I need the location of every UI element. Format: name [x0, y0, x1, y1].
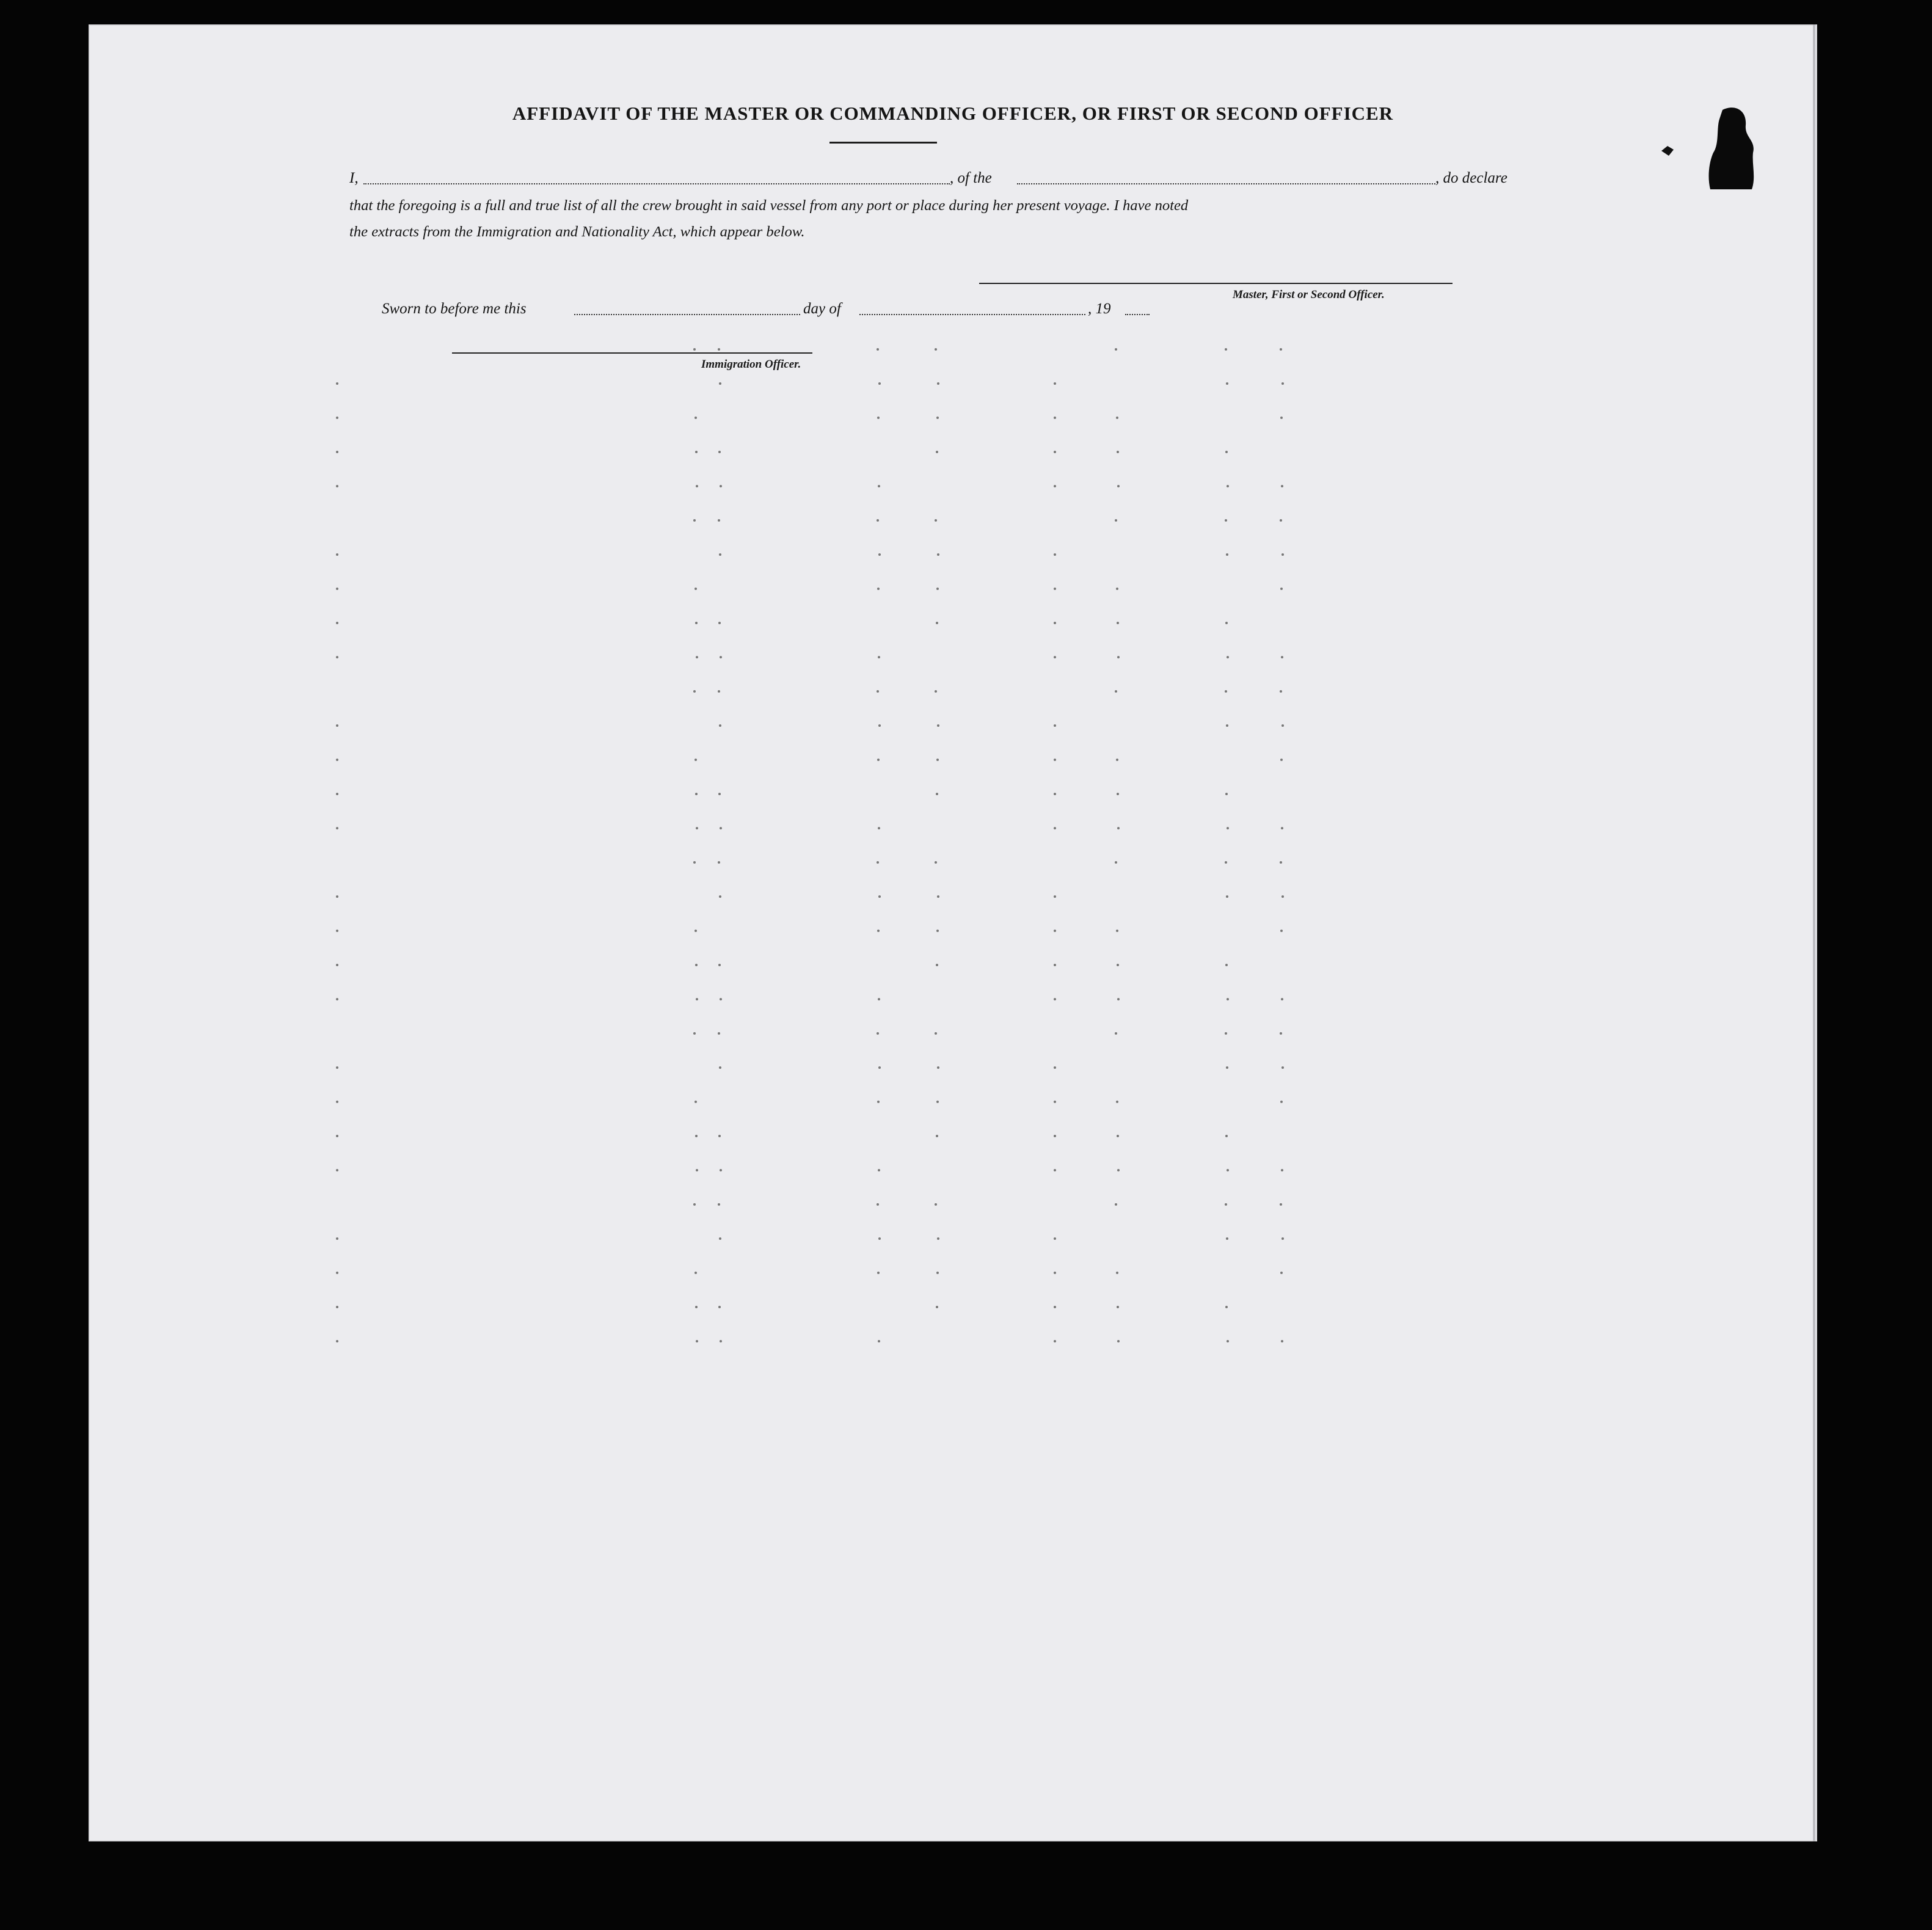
bleed-dot: [695, 964, 698, 966]
bleed-dot: [1115, 348, 1117, 351]
bleed-dot: [1281, 1340, 1283, 1342]
declaration-text-line-2: that the foregoing is a full and true list of all the crew brought in said vessel from any port or place during her present voyage. I have noted: [349, 197, 1189, 214]
bleed-dot: [878, 724, 881, 727]
bleed-dot: [719, 382, 721, 385]
bleed-dot: [694, 417, 697, 419]
bleed-dot: [1054, 553, 1056, 556]
bleed-dot: [1281, 724, 1284, 727]
bleed-dot: [936, 417, 939, 419]
bleed-dot: [1225, 451, 1228, 453]
affidavit-heading: AFFIDAVIT OF THE MASTER OR COMMANDING OFFICER, OR FIRST OR SECOND OFFICER: [512, 103, 1394, 124]
bleed-dot: [693, 1032, 696, 1035]
bleed-dot: [877, 1272, 880, 1274]
bleed-dot: [1054, 964, 1056, 966]
bleed-dot: [1054, 1237, 1056, 1240]
bleed-dot: [1225, 519, 1227, 522]
bleed-dot: [1281, 382, 1284, 385]
bleed-dot: [877, 861, 879, 864]
bleed-dot: [718, 964, 721, 966]
bleed-dot: [694, 930, 697, 932]
bleed-dot: [1281, 553, 1284, 556]
bleed-dot: [1225, 1135, 1228, 1137]
bleed-dot: [693, 348, 696, 351]
bleed-dot: [336, 793, 338, 795]
bleed-dot: [336, 895, 338, 898]
bleed-dot: [1225, 690, 1227, 693]
bleed-dot: [719, 724, 721, 727]
bleed-dot: [696, 1169, 698, 1171]
bleed-dot: [1280, 861, 1282, 864]
bleed-dot: [1117, 793, 1119, 795]
bleed-dot: [1117, 451, 1119, 453]
bleed-dot: [878, 827, 880, 829]
bleed-dot: [1280, 1203, 1282, 1206]
bleed-dot: [718, 861, 720, 864]
bleed-dot: [937, 382, 939, 385]
bleed-dot: [336, 1237, 338, 1240]
vessel-name-field[interactable]: [1017, 183, 1435, 184]
bleed-dot: [1054, 759, 1056, 761]
bleed-dot: [1054, 656, 1056, 658]
bleed-dot: [878, 382, 881, 385]
bleed-dot: [719, 1237, 721, 1240]
bleed-dot: [1280, 1101, 1283, 1103]
bleed-dot: [877, 930, 880, 932]
bleed-dot: [1115, 1032, 1117, 1035]
bleed-dot: [877, 588, 880, 590]
bleed-dot: [336, 451, 338, 453]
bleed-dot: [1117, 1169, 1120, 1171]
bleed-dot: [695, 622, 698, 624]
bleed-dot: [1281, 656, 1283, 658]
bleed-dot: [718, 690, 720, 693]
bleed-dot: [1115, 690, 1117, 693]
bleed-dot: [1054, 1306, 1056, 1308]
declaration-text-line-3: the extracts from the Immigration and Nationality Act, which appear below.: [349, 224, 805, 240]
declarant-prefix: I,: [349, 170, 359, 186]
bleed-dot: [936, 588, 939, 590]
bleed-dot: [1226, 895, 1228, 898]
bleed-dot: [936, 1135, 938, 1137]
bleed-dot: [1117, 1135, 1119, 1137]
bleed-dot: [695, 451, 698, 453]
bleed-dot: [1054, 417, 1056, 419]
bleed-dot: [1225, 348, 1227, 351]
bleed-dot: [1227, 1169, 1229, 1171]
bleed-dot: [336, 1169, 338, 1171]
sworn-year-field[interactable]: [1125, 314, 1150, 315]
bleed-dot: [720, 998, 722, 1000]
bleed-dot: [1117, 622, 1119, 624]
bleed-dot: [1227, 998, 1229, 1000]
bleed-dot: [696, 1340, 698, 1342]
bleed-dot: [720, 1169, 722, 1171]
bleed-dot: [695, 1135, 698, 1137]
bleed-dot: [1280, 519, 1282, 522]
sworn-label: Sworn to before me this: [382, 300, 527, 317]
bleed-dot: [1280, 348, 1282, 351]
bleed-dot: [936, 759, 939, 761]
do-declare-label: , do declare: [1435, 170, 1507, 186]
bleed-dot: [937, 724, 939, 727]
bleed-dot: [1054, 827, 1056, 829]
bleed-dot: [1225, 964, 1228, 966]
bleed-dot: [937, 1237, 939, 1240]
sworn-month-field[interactable]: [859, 314, 1085, 315]
bleed-dot: [878, 895, 881, 898]
bleed-dot: [878, 1237, 881, 1240]
bleed-dot: [935, 348, 937, 351]
bleed-dot: [877, 348, 879, 351]
bleed-dot: [1054, 724, 1056, 727]
bleed-dot: [693, 690, 696, 693]
bleed-dot: [878, 1169, 880, 1171]
bleed-dot: [1280, 588, 1283, 590]
bleed-dot: [877, 759, 880, 761]
bleed-dot: [1117, 656, 1120, 658]
bleed-dot: [935, 519, 937, 522]
bleed-dot: [877, 690, 879, 693]
bleed-dot: [936, 451, 938, 453]
bleed-dot: [336, 998, 338, 1000]
bleed-dot: [936, 793, 938, 795]
sworn-day-field[interactable]: [574, 314, 800, 315]
bleed-dot: [1054, 895, 1056, 898]
bleed-dot: [336, 1101, 338, 1103]
bleed-dot: [1226, 724, 1228, 727]
bleed-dot: [1280, 759, 1283, 761]
bleed-dot: [1117, 964, 1119, 966]
bleed-dot: [1225, 622, 1228, 624]
bleed-dot: [1280, 1032, 1282, 1035]
bleed-dot: [935, 861, 937, 864]
bleed-dot: [336, 724, 338, 727]
bleed-dot: [1281, 895, 1284, 898]
bleed-dot: [1054, 1169, 1056, 1171]
day-of-label: day of: [803, 300, 841, 317]
bleed-dot: [935, 690, 937, 693]
bleed-dot: [695, 793, 698, 795]
bleed-dot: [1117, 827, 1120, 829]
bleed-dot: [1116, 930, 1118, 932]
bleed-dot: [1227, 656, 1229, 658]
bleed-dot: [936, 964, 938, 966]
bleed-dot: [1054, 382, 1056, 385]
bleed-dot: [878, 485, 880, 487]
bleed-dot: [878, 998, 880, 1000]
bleed-dot: [719, 1066, 721, 1069]
small-ink-mark: [1660, 145, 1675, 157]
bleed-dot: [718, 1135, 721, 1137]
bleed-dot: [336, 964, 338, 966]
bleed-dot: [720, 485, 722, 487]
bleed-dot: [1226, 553, 1228, 556]
bleed-dot: [1117, 485, 1120, 487]
heading-rule: [829, 142, 937, 144]
bleed-dot: [1054, 622, 1056, 624]
bleed-dot: [336, 1066, 338, 1069]
bleed-dot: [336, 656, 338, 658]
bleed-dot: [718, 1306, 721, 1308]
bleed-dot: [1054, 998, 1056, 1000]
bleed-dot: [1054, 1272, 1056, 1274]
bleed-dot: [719, 553, 721, 556]
bleed-dot: [336, 1340, 338, 1342]
bleed-dot: [1225, 861, 1227, 864]
bleed-dot: [694, 1101, 697, 1103]
bleed-dot: [1115, 519, 1117, 522]
bleed-dot: [1054, 1135, 1056, 1137]
bleed-dot: [935, 1032, 937, 1035]
bleed-dot: [336, 417, 338, 419]
master-signature-label: Master, First or Second Officer.: [1233, 288, 1385, 301]
bleed-dot: [696, 656, 698, 658]
bleed-dot: [695, 1306, 698, 1308]
bleed-dot: [1117, 1340, 1120, 1342]
bleed-dot: [936, 1101, 939, 1103]
bleed-dot: [935, 1203, 937, 1206]
bleed-dot: [877, 417, 880, 419]
bleed-dot: [877, 1032, 879, 1035]
bleed-dot: [878, 553, 881, 556]
bleed-dot: [696, 998, 698, 1000]
bleed-dot: [1280, 417, 1283, 419]
bleed-dot: [720, 656, 722, 658]
bleed-dot: [936, 930, 939, 932]
bleed-dot: [720, 1340, 722, 1342]
bleed-dot: [693, 861, 696, 864]
bleed-dot: [336, 1272, 338, 1274]
bleed-dot: [1054, 451, 1056, 453]
bleed-dot: [1226, 1066, 1228, 1069]
bleed-dot: [1116, 588, 1118, 590]
bleed-dot: [694, 1272, 697, 1274]
bleed-dot: [693, 519, 696, 522]
bleed-dot: [1226, 382, 1228, 385]
bleed-dot: [336, 930, 338, 932]
bleed-dot: [937, 1066, 939, 1069]
bleed-dot: [1281, 1237, 1284, 1240]
bleed-dot: [719, 895, 721, 898]
of-the-label: , of the: [950, 170, 992, 186]
bleed-dot: [1281, 827, 1283, 829]
bleed-dot: [1115, 1203, 1117, 1206]
bleed-dot: [336, 622, 338, 624]
bleed-dot: [1116, 1101, 1118, 1103]
bleed-dot: [936, 1272, 939, 1274]
bleed-dot: [936, 1306, 938, 1308]
bleed-dot: [1054, 1340, 1056, 1342]
bleed-dot: [336, 1135, 338, 1137]
bleed-dot: [696, 827, 698, 829]
bleed-dot: [1054, 793, 1056, 795]
document-page: [89, 24, 1817, 1841]
bleed-dot: [1054, 1066, 1056, 1069]
bleed-dot: [693, 1203, 696, 1206]
bleed-dot: [336, 1306, 338, 1308]
bleed-dot: [1116, 1272, 1118, 1274]
bleed-dot: [1280, 690, 1282, 693]
bleed-dot: [878, 1066, 881, 1069]
bleed-dot: [1227, 485, 1229, 487]
bleed-dot: [937, 553, 939, 556]
bleed-dot: [1117, 998, 1120, 1000]
immigration-officer-signature-field[interactable]: [452, 352, 812, 354]
bleed-dot: [1054, 930, 1056, 932]
bleed-dot: [336, 827, 338, 829]
bleed-dot: [1281, 485, 1283, 487]
bleed-dot: [696, 485, 698, 487]
bleed-dot: [718, 793, 721, 795]
master-signature-field[interactable]: [979, 283, 1453, 284]
bleed-dot: [1225, 1032, 1227, 1035]
bleed-dot: [1054, 1101, 1056, 1103]
bleed-dot: [336, 588, 338, 590]
immigration-officer-label: Immigration Officer.: [701, 358, 801, 371]
bleed-dot: [1116, 417, 1118, 419]
bleed-dot: [718, 1203, 720, 1206]
ink-blot-mark: [1704, 104, 1759, 195]
bleed-dot: [937, 895, 939, 898]
bleed-dot: [1117, 1306, 1119, 1308]
bleed-dot: [878, 1340, 880, 1342]
bleed-dot: [1226, 1237, 1228, 1240]
bleed-dot: [877, 519, 879, 522]
bleed-dot: [1227, 827, 1229, 829]
bleed-dot: [1280, 1272, 1283, 1274]
bleed-dot: [694, 588, 697, 590]
bleed-dot: [336, 759, 338, 761]
bleed-dot: [720, 827, 722, 829]
bleed-dot: [1281, 1169, 1283, 1171]
bleed-dot: [1225, 793, 1228, 795]
bleed-dot: [1281, 1066, 1284, 1069]
bleed-dot: [336, 485, 338, 487]
bleed-dot: [1116, 759, 1118, 761]
bleed-dot: [1225, 1203, 1227, 1206]
bleed-dot: [1054, 588, 1056, 590]
bleed-dot: [718, 1032, 720, 1035]
page-edge: [1813, 24, 1815, 1841]
bleed-dot: [1054, 485, 1056, 487]
bleed-dot: [336, 382, 338, 385]
bleed-dot: [878, 656, 880, 658]
bleed-dot: [694, 759, 697, 761]
bleed-dot: [1225, 1306, 1228, 1308]
bleed-dot: [877, 1203, 879, 1206]
bleed-dot: [718, 348, 720, 351]
bleed-dot: [877, 1101, 880, 1103]
bleed-dot: [936, 622, 938, 624]
bleed-dot: [718, 622, 721, 624]
bleed-dot: [1115, 861, 1117, 864]
bleed-dot: [718, 451, 721, 453]
bleed-dot: [1227, 1340, 1229, 1342]
bleed-dot: [718, 519, 720, 522]
bleed-dot: [1281, 998, 1283, 1000]
declarant-name-field[interactable]: [363, 183, 950, 184]
bleed-dot: [336, 553, 338, 556]
year-label: , 19: [1088, 300, 1111, 317]
bleed-dot: [1280, 930, 1283, 932]
